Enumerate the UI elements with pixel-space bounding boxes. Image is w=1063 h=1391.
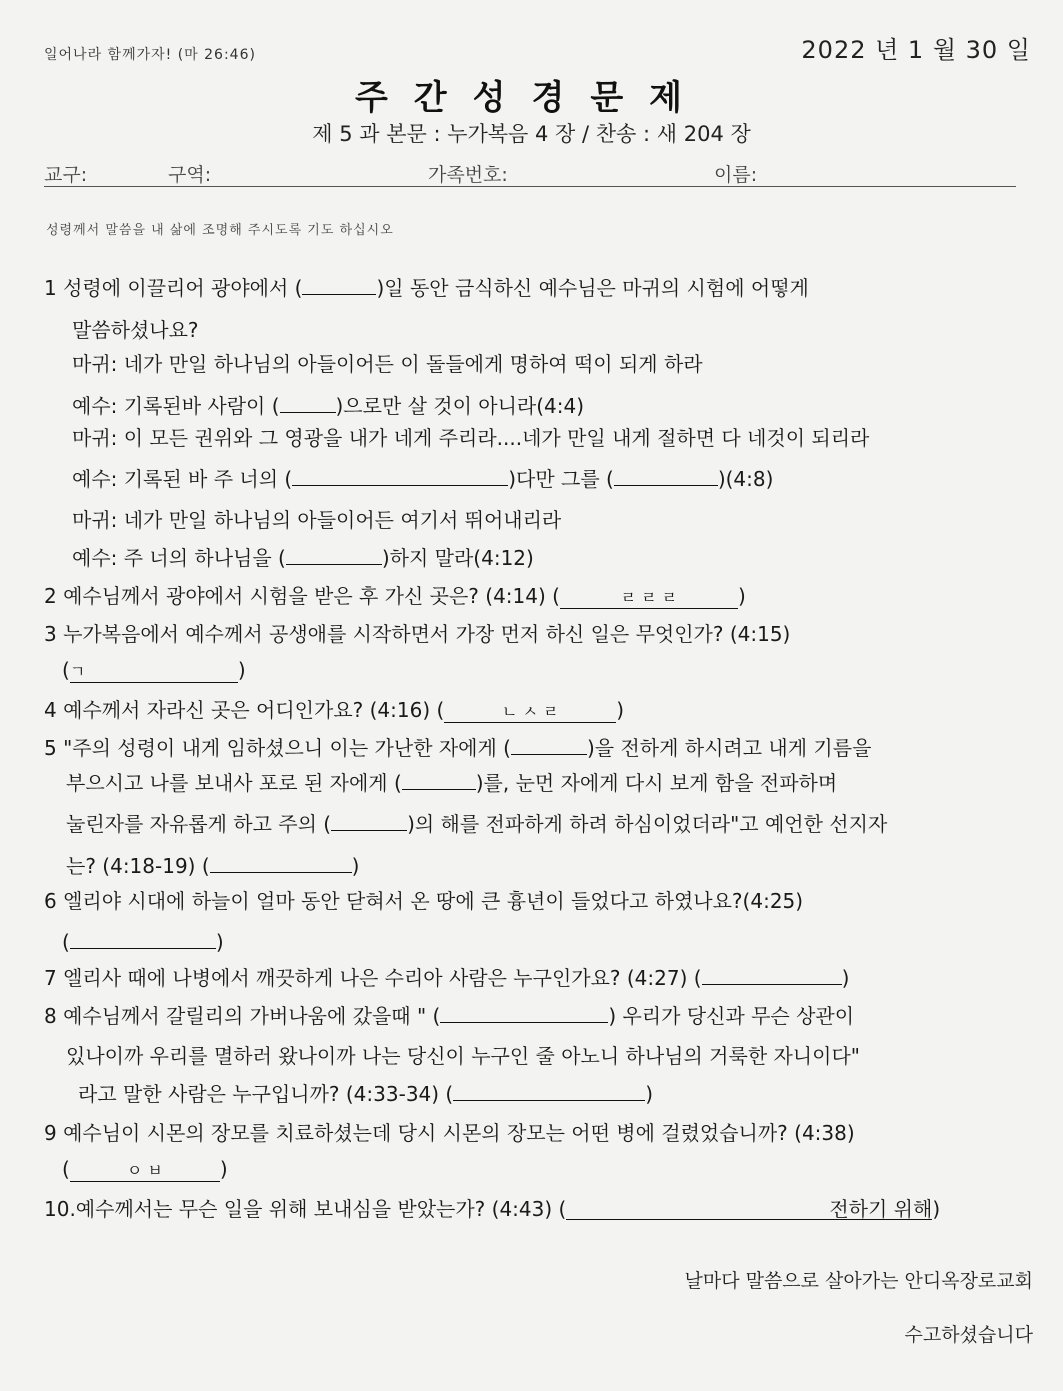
question-10: 10.예수께서는 무슨 일을 위해 보내심을 받았는가? (4:43) ( 전하기 위해) [44, 1197, 941, 1221]
answer-blank-hint[interactable]: ㅇ ㅂ [70, 1161, 220, 1182]
answer-blank-hint[interactable]: ㄹ ㄹ ㄹ [560, 588, 738, 609]
question-1-line-5: 마귀: 이 모든 권위와 그 영광을 내가 네게 주리라....네가 만일 내게 절하면 다 네것이 되리라 [72, 426, 870, 450]
question-2: 2 예수님께서 광야에서 시험을 받은 후 가신 곳은? (4:14) ( ㄹ ㄹ ㄹ ) [44, 584, 746, 608]
question-3: 3 누가복음에서 예수께서 공생애를 시작하면서 가장 먼저 하신 일은 무엇인가? (4:15) [44, 622, 791, 646]
question-6-answer: ( ) [62, 930, 224, 954]
question-1-line-4: 예수: 기록된바 사람이 ( )으로만 살 것이 아니라(4:4) [72, 394, 585, 418]
answer-blank[interactable] [331, 810, 407, 831]
answer-blank[interactable] [70, 928, 216, 949]
question-1-line-2: 말씀하셨나요? [72, 318, 199, 342]
answer-blank[interactable] [440, 1002, 608, 1023]
answer-blank[interactable] [210, 852, 352, 873]
question-9-answer: ( ㅇ ㅂ ) [62, 1157, 228, 1181]
family-number-label: 가족번호: [428, 164, 508, 186]
question-5-line-1: 5 "주의 성령이 내게 임하셨으니 이는 가난한 자에게 ( )을 전하게 하시려고 내게 기름을 [44, 736, 872, 760]
question-4: 4 예수께서 자라신 곳은 어디인가요? (4:16) ( ㄴ ㅅ ㄹ ) [44, 698, 625, 722]
question-8-line-2: 있나이까 우리를 멸하러 왔나이까 나는 당신이 누구인 줄 아노니 하나님의 거룩한 자니이다" [66, 1044, 860, 1068]
prayer-instruction: 성령께서 말씀을 내 삶에 조명해 주시도록 기도 하십시오 [46, 223, 394, 238]
parish-label: 교구: [44, 164, 88, 186]
question-8-line-1: 8 예수님께서 갈릴리의 가버나움에 갔을때 " ( ) 우리가 당신과 무슨 상관이 [44, 1004, 855, 1028]
question-1-line-6: 예수: 기록된 바 주 너의 ( )다만 그를 ( )(4:8) [72, 467, 774, 491]
name-label: 이름: [714, 164, 758, 186]
question-5-line-3: 눌린자를 자유롭게 하고 주의 ( )의 해를 전파하게 하려 하심이었더라"고 예언한 선지자 [66, 812, 888, 836]
answer-blank-hint[interactable]: 전하기 위해 [566, 1199, 932, 1220]
question-1-line-7: 마귀: 네가 만일 하나님의 아들이어든 여기서 뛰어내리라 [72, 508, 562, 532]
lesson-subtitle: 제 5 과 본문 : 누가복음 4 장 / 찬송 : 새 204 장 [312, 122, 751, 146]
church-name: 날마다 말씀으로 살아가는 안디옥장로교회 [684, 1270, 1033, 1292]
question-8-line-3: 라고 말한 사람은 누구입니까? (4:33-34) ( ) [78, 1082, 654, 1106]
question-1-line-8: 예수: 주 너의 하나님을 ( )하지 말라(4:12) [72, 546, 534, 570]
closing-thanks: 수고하셨습니다 [904, 1324, 1033, 1346]
answer-blank[interactable] [302, 274, 376, 295]
question-1-line-1: 1 성령에 이끌리어 광야에서 ( )일 동안 금식하신 예수님은 마귀의 시험에 어떻게 [44, 276, 809, 300]
district-label: 구역: [168, 164, 212, 186]
answer-blank[interactable] [702, 964, 842, 985]
answer-blank[interactable] [292, 465, 508, 486]
answer-blank[interactable] [286, 544, 382, 565]
question-1-line-3: 마귀: 네가 만일 하나님의 아들이어든 이 돌들에게 명하여 떡이 되게 하라 [72, 352, 703, 376]
question-6: 6 엘리야 시대에 하늘이 얼마 동안 닫혀서 온 땅에 큰 흉년이 들었다고 하였나요?(4:25) [44, 889, 804, 913]
page-title: 주간성경문제 [354, 78, 709, 118]
answer-blank-hint[interactable]: ㄴ ㅅ ㄹ [444, 702, 616, 723]
answer-blank[interactable] [280, 392, 336, 413]
info-underline [44, 186, 1016, 187]
answer-blank[interactable] [614, 465, 718, 486]
question-9: 9 예수님이 시몬의 장모를 치료하셨는데 당시 시몬의 장모는 어떤 병에 걸렸었습니까? (4:38) [44, 1121, 855, 1145]
question-3-answer: (ㄱ ) [62, 658, 246, 682]
date: 2022 년 1 월 30 일 [801, 36, 1031, 64]
answer-blank[interactable] [511, 734, 587, 755]
question-7: 7 엘리사 때에 나병에서 깨끗하게 나은 수리아 사람은 누구인가요? (4:27) ( ) [44, 966, 850, 990]
answer-blank[interactable] [453, 1080, 645, 1101]
motto: 일어나라 함께가자! (마 26:46) [44, 47, 256, 63]
answer-blank[interactable] [402, 769, 476, 790]
answer-blank-hint[interactable]: ㄱ [70, 662, 238, 683]
question-5-line-2: 부으시고 나를 보내사 포로 된 자에게 ( )를, 눈먼 자에게 다시 보게 함을 전파하며 [66, 771, 838, 795]
question-5-line-4: 는? (4:18-19) ( ) [66, 854, 360, 878]
